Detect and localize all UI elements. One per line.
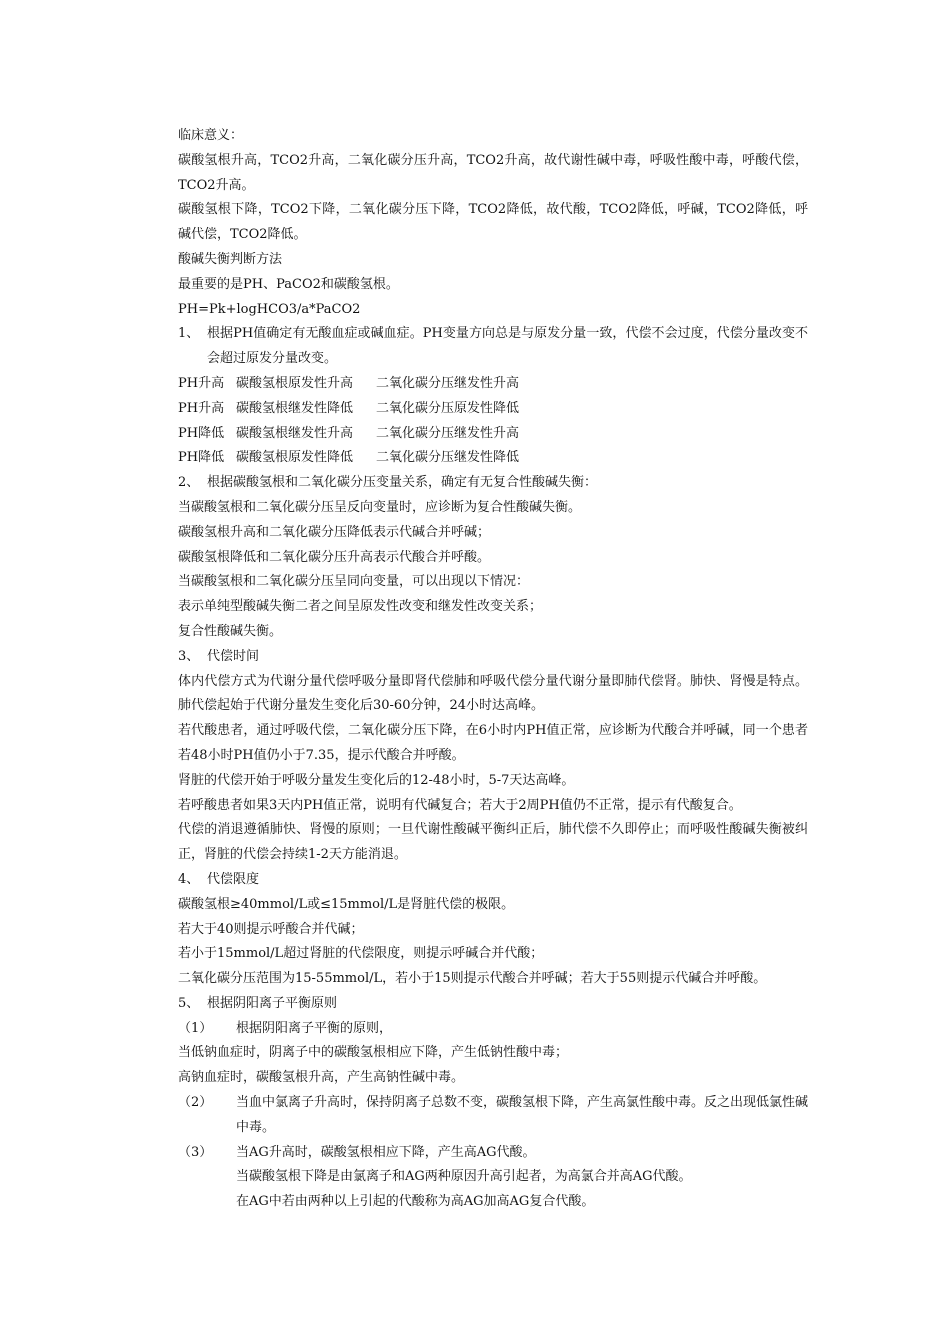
ph-cell: PH升高 bbox=[178, 400, 225, 416]
item-text: 代偿时间 bbox=[207, 648, 260, 664]
paragraph: 二氧化碳分压范围为15-55mmol/L，若小于15则提示代酸合并呼碱；若大于55则提示代碱合并呼酸。 bbox=[178, 971, 767, 987]
item-text: 根据碳酸氢根和二氧化碳分压变量关系，确定有无复合性酸碱失衡： bbox=[207, 475, 598, 491]
pco2-cell: 二氧化碳分压继发性升高 bbox=[376, 375, 520, 391]
item-number: 4、 bbox=[178, 871, 200, 887]
paragraph: 若大于40则提示呼酸合并代碱； bbox=[178, 921, 364, 937]
item-text: 根据PH值确定有无酸血症或碱血症。PH变量方向总是与原发分量一致，代偿不会过度，代偿分量改变不会超过原发分量改变。 bbox=[207, 326, 808, 367]
paragraph: 若呼酸患者如果3天内PH值正常，说明有代碱复合；若大于2周PH值仍不正常，提示有代酸复合。 bbox=[178, 797, 742, 813]
numbered-item-2 bbox=[178, 471, 808, 496]
paragraph: 若小于15mmol/L超过肾脏的代偿限度，则提示呼碱合并代酸； bbox=[178, 946, 544, 962]
sub-item-number: （1） bbox=[178, 1020, 213, 1036]
table-row bbox=[178, 397, 808, 422]
pco2-cell: 二氧化碳分压原发性降低 bbox=[376, 400, 520, 416]
sub-item-text: 当血中氯离子升高时，保持阴离子总数不变，碳酸氢根下降，产生高氯性酸中毒。反之出现低氯性碱中毒。 bbox=[236, 1095, 809, 1135]
heading-clinical-significance: 临床意义： bbox=[178, 128, 244, 143]
pco2-cell: 二氧化碳分压继发性降低 bbox=[376, 450, 520, 466]
numbered-item-4 bbox=[178, 868, 808, 893]
item-text: 根据阴阳离子平衡原则 bbox=[207, 995, 338, 1011]
paragraph: 肾脏的代偿开始于呼吸分量发生变化后的12-48小时，5-7天达高峰。 bbox=[178, 772, 575, 788]
table-row bbox=[178, 422, 808, 447]
numbered-item-1 bbox=[178, 322, 808, 372]
paragraph: 碳酸氢根下降，TCO2下降，二氧化碳分压下降，TCO2降低，故代酸，TCO2降低，呼碱，TCO2降低，呼碱代偿，TCO2降低。 bbox=[178, 202, 808, 243]
bicarb-cell: 碳酸氢根继发性降低 bbox=[236, 400, 354, 416]
ph-cell: PH降低 bbox=[178, 425, 225, 441]
numbered-item-3 bbox=[178, 645, 808, 670]
item-number: 5、 bbox=[178, 995, 200, 1011]
paragraph: 当碳酸氢根和二氧化碳分压呈同向变量，可以出现以下情况： bbox=[178, 574, 530, 590]
paragraph: 碳酸氢根升高和二氧化碳分压降低表示代碱合并呼碱； bbox=[178, 524, 491, 540]
sub-item-text: 当AG升高时，碳酸氢根相应下降，产生高AG代酸。 bbox=[236, 1144, 536, 1160]
paragraph: 当碳酸氢根和二氧化碳分压呈反向变量时，应诊断为复合性酸碱失衡。 bbox=[178, 499, 582, 515]
item-number: 2、 bbox=[178, 475, 200, 491]
paragraph: 表示单纯型酸碱失衡二者之间呈原发性改变和继发性改变关系； bbox=[178, 599, 543, 615]
item-number: 3、 bbox=[178, 648, 200, 664]
paragraph: 碳酸氢根降低和二氧化碳分压升高表示代酸合并呼酸。 bbox=[178, 549, 491, 565]
sub-item-number: （2） bbox=[178, 1095, 213, 1111]
bicarb-cell: 碳酸氢根原发性升高 bbox=[236, 375, 354, 391]
bicarb-cell: 碳酸氢根原发性降低 bbox=[236, 450, 354, 466]
sub-item-number: （3） bbox=[178, 1144, 213, 1160]
bicarb-cell: 碳酸氢根继发性升高 bbox=[236, 425, 354, 441]
ph-cell: PH降低 bbox=[178, 450, 225, 466]
item-number: 1、 bbox=[178, 326, 200, 342]
sub-item-1 bbox=[178, 1017, 808, 1042]
paragraph: 若代酸患者，通过呼吸代偿，二氧化碳分压下降，在6小时内PH值正常，应诊断为代酸合并呼碱，同一个患者若48小时PH值仍小于7.35，提示代酸合并呼酸。 bbox=[178, 723, 808, 763]
ph-table bbox=[178, 372, 808, 471]
paragraph: 在AG中若由两种以上引起的代酸称为高AG加高AG复合代酸。 bbox=[236, 1194, 595, 1210]
ph-cell: PH升高 bbox=[178, 375, 225, 391]
paragraph: 高钠血症时，碳酸氢根升高，产生高钠性碱中毒。 bbox=[178, 1070, 465, 1086]
item-text: 代偿限度 bbox=[207, 871, 260, 887]
sub-item-2 bbox=[178, 1091, 808, 1141]
paragraph: 代偿的消退遵循肺快、肾慢的原则；一旦代谢性酸碱平衡纠正后，肺代偿不久即停止；而呼吸性酸碱失衡被纠正，肾脏的代偿会持续1-2天方能消退。 bbox=[178, 822, 808, 863]
paragraph: 碳酸氢根≥40mmol/L或≤15mmol/L是肾脏代偿的极限。 bbox=[178, 896, 515, 912]
table-row bbox=[178, 372, 808, 397]
paragraph: 当碳酸氢根下降是由氯离子和AG两种原因升高引起者，为高氯合并高AG代酸。 bbox=[236, 1169, 692, 1185]
sub-item-text: 根据阴阳离子平衡的原则， bbox=[236, 1020, 393, 1036]
paragraph: 复合性酸碱失衡。 bbox=[178, 623, 283, 639]
paragraph: 最重要的是PH、PaCO2和碳酸氢根。 bbox=[178, 276, 399, 292]
numbered-item-5 bbox=[178, 992, 808, 1017]
paragraph: 当低钠血症时，阴离子中的碳酸氢根相应下降，产生低钠性酸中毒； bbox=[178, 1045, 569, 1061]
formula: PH=Pk+logHCO3/a*PaCO2 bbox=[178, 301, 361, 317]
heading-method: 酸碱失衡判断方法 bbox=[178, 251, 283, 267]
paragraph: 体内代偿方式为代谢分量代偿呼吸分量即肾代偿肺和呼吸代偿分量代谢分量即肺代偿肾。肺快、肾慢是特点。肺代偿起始于代谢分量发生变化后30-60分钟，24小时达高峰。 bbox=[178, 673, 808, 714]
paragraph: 碳酸氢根升高，TCO2升高，二氧化碳分压升高，TCO2升高，故代谢性碱中毒，呼吸性酸中毒，呼酸代偿，TCO2升高。 bbox=[178, 152, 808, 193]
table-row bbox=[178, 446, 808, 471]
document-page bbox=[178, 124, 808, 1215]
sub-item-3 bbox=[178, 1141, 808, 1166]
pco2-cell: 二氧化碳分压继发性升高 bbox=[376, 425, 520, 441]
